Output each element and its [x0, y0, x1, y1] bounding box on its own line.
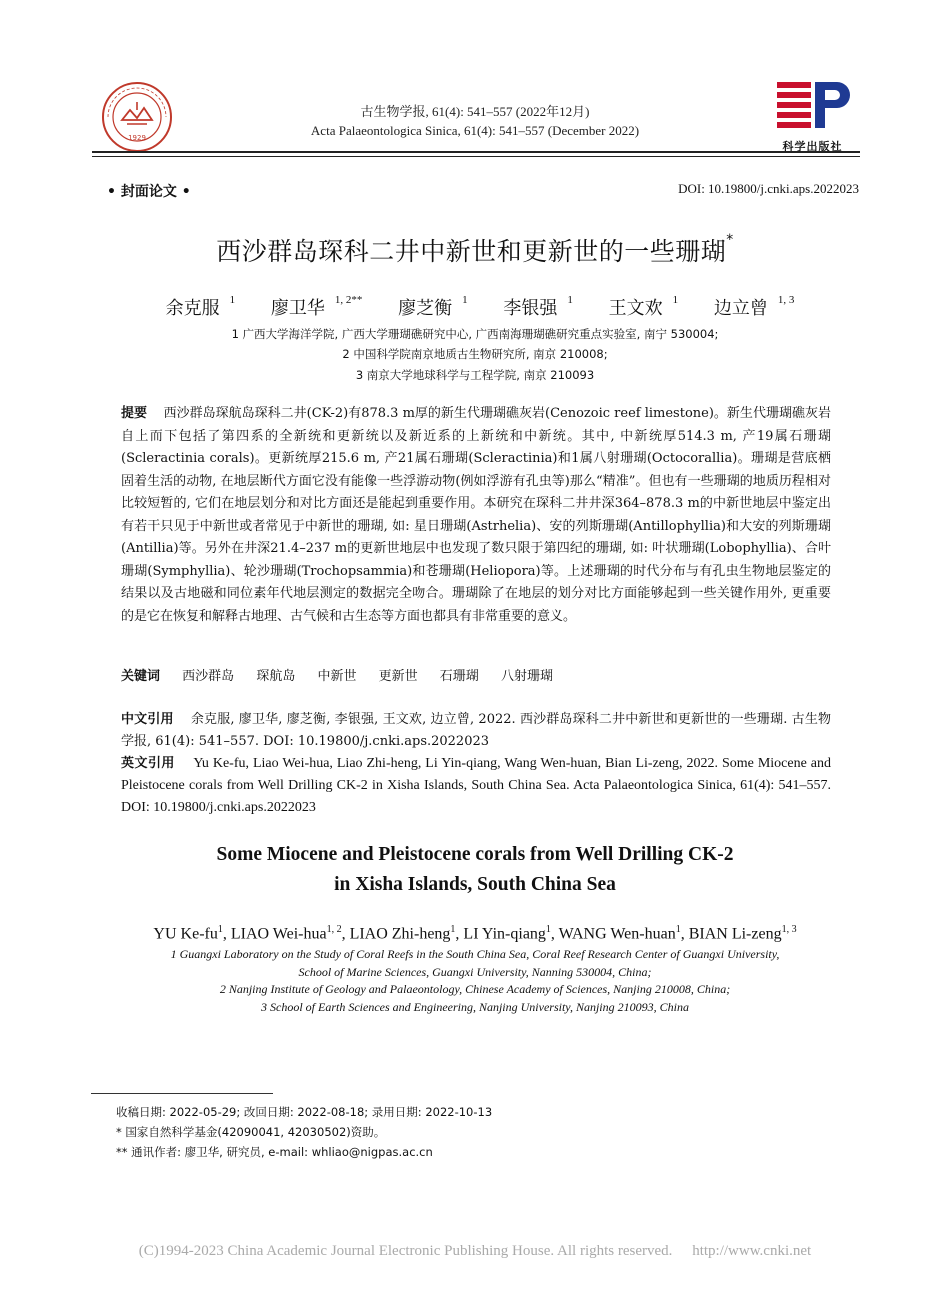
- footnote-funding: * 国家自然科学基金(42090041, 42030502)资助。: [116, 1125, 386, 1139]
- keyword: 中新世: [317, 669, 357, 684]
- author-cn: 李银强 $^1$: [503, 294, 573, 319]
- affiliations-en: 1 Guangxi Laboratory on the Study of Coral Reefs in the South China Sea, Coral Reef Research Center of Guangxi University, School of Marine Sciences, Guangxi University, Nanning 530004, China; 2 Nanjing Institute of Geology and Palaeontology, Chinese Academy of Sciences, Nanjing 210008, China; 3 School of Earth Sciences and Engineering, Nanjing University, Nanjing 210093, China: [170, 947, 780, 1014]
- publisher-name: 科学出版社: [782, 140, 843, 153]
- citation-cn: 中文引用 余克服, 廖卫华, 廖芝衡, 李银强, 王文欢, 边立曾, 2022. 西沙群岛琛科二井中新世和更新世的一些珊瑚. 古生物学报, 61(4): 541–557. DOI: 10.19800/j.cnki.aps.2022023: [121, 712, 832, 749]
- keyword: 更新世: [378, 669, 418, 684]
- footnote-dates: 收稿日期: 2022-05-29; 改回日期: 2022-08-18; 录用日期: 2022-10-13: [116, 1105, 493, 1119]
- abstract-text: 西沙群岛琛航岛琛科二井(CK-2)有878.3 m厚的新生代珊瑚礁灰岩(Cenozoic reef limestone)。新生代珊瑚礁灰岩自上而下包括了第四系的全新统和更新统以及新近系的上新统和中新统。其中, 中新统厚514.3 m, 产19属石珊瑚(Scleractinia corals)。更新统厚215.6 m, 产21属石珊瑚(Scleractinia)和1属八射珊瑚(Octocorallia)。珊瑚是营底栖固着生活的动物, 在地层断代方面它没有能像一些浮游动物(例如浮游有孔虫等)那么“精准”。但也有一些珊瑚的地质历程相对比较短暂的, 它们在地层划分和对比方面还是能起到重要作用。本研究在琛科二井井深364–878.3 m的中新世地层中鉴定出有若干只见于中新世或者常见于中新世的珊瑚, 如: 星日珊瑚(Astrhelia)、安的列斯珊瑚(Antillophyllia)和大安的列斯珊瑚(Antillia)等。另外在井深21.4–237 m的更新世地层中也发现了数只限于第四纪的珊瑚, 如: 叶状珊瑚(Lobophyllia)、合叶珊瑚(Symphyllia)、轮沙珊瑚(Trochopsammia)和苍珊瑚(Heliopora)等。上述珊瑚的时代分布与有孔虫生物地层鉴定的结果以及古地磁和同位素年代地层测定的数据完全吻合。珊瑚除了在地层的划分对比方面能够起到一些关键作用外, 更重要的是它在恢复和解释古地理、古气候和古生态等方面也都具有非常重要的意义。: [121, 406, 831, 624]
- affiliation-cn-2: 2 中国科学院南京地质古生物研究所, 南京 210008;: [342, 347, 608, 361]
- abstract-label: 提要: [121, 406, 148, 421]
- doi[interactable]: DOI: 10.19800/j.cnki.aps.2022023: [678, 181, 859, 196]
- title-cn: 西沙群岛琛科二井中新世和更新世的一些珊瑚*: [216, 232, 734, 266]
- header-rule: [92, 151, 860, 153]
- author-cn: 王文欢 $^1$: [608, 294, 679, 319]
- svg-text:1929: 1929: [128, 134, 146, 142]
- author-cn: 余克服 $^1$: [165, 294, 236, 319]
- keywords-label: 关键词: [121, 669, 161, 684]
- journal-citation-cn: 古生物学报, 61(4): 541–557 (2022年12月): [360, 104, 590, 119]
- affiliation-cn-1: 1 广西大学海洋学院, 广西大学珊瑚礁研究中心, 广西南海珊瑚礁研究重点实验室, 南宁 530004;: [231, 327, 719, 341]
- author-cn: 廖芝衡 $^1$: [398, 294, 468, 319]
- journal-citation-en: Acta Palaeontologica Sinica, 61(4): 541–557 (December 2022): [310, 123, 640, 138]
- footnote-corresponding: ** 通讯作者: 廖卫华, 研究员, e-mail: whliao@nigpas.ac.cn: [116, 1145, 433, 1159]
- citation-en: 英文引用 Yu Ke-fu, Liao Wei-hua, Liao Zhi-heng, Li Yin-qiang, Wang Wen-huan, Bian Li-zeng, 2022. Some Miocene and Pleistocene corals from Well Drilling CK-2 in Xisha Islands, South China Sea. Acta Palaeontologica Sinica, 61(4): 541–557. DOI: 10.19800/j.cnki.aps.2022023: [121, 756, 831, 815]
- header-rule-thin: [92, 156, 860, 157]
- author-cn: 边立曾 $^{1, 3}$: [713, 294, 795, 319]
- author-cn: 廖卫华 $^{1, 2**}$: [270, 294, 363, 319]
- keyword: 石珊瑚: [439, 669, 479, 684]
- article-category: • 封面论文 •: [107, 184, 191, 200]
- footnote-rule: [91, 1093, 273, 1094]
- title-en: Some Miocene and Pleistocene corals from Well Drilling CK-2 in Xisha Islands, South China Sea: [216, 844, 734, 895]
- keywords: [121, 666, 831, 689]
- authors-cn: [0, 294, 950, 320]
- keyword: 西沙群岛: [182, 669, 235, 684]
- affiliation-cn-3: 3 南京大学地球科学与工程学院, 南京 210093: [355, 368, 595, 382]
- cnki-link[interactable]: http://www.cnki.net: [692, 1243, 812, 1259]
- copyright-footer: (C)1994-2023 China Academic Journal Electronic Publishing House. All rights reserved. http://www.cnki.net: [138, 1243, 812, 1259]
- authors-en: YU $Ke-fu^1$, LIAO Wei-hua$^{1, 2}$, LIAO Zhi-heng$^1$, LI Yin-qiang$^1$, WANG Wen-huan$^1$, BIAN Li-zeng$^{1, 3}$: [153, 924, 797, 943]
- keyword: 八射珊瑚: [500, 669, 553, 684]
- abstract: [121, 403, 831, 628]
- keyword: 琛航岛: [256, 669, 296, 684]
